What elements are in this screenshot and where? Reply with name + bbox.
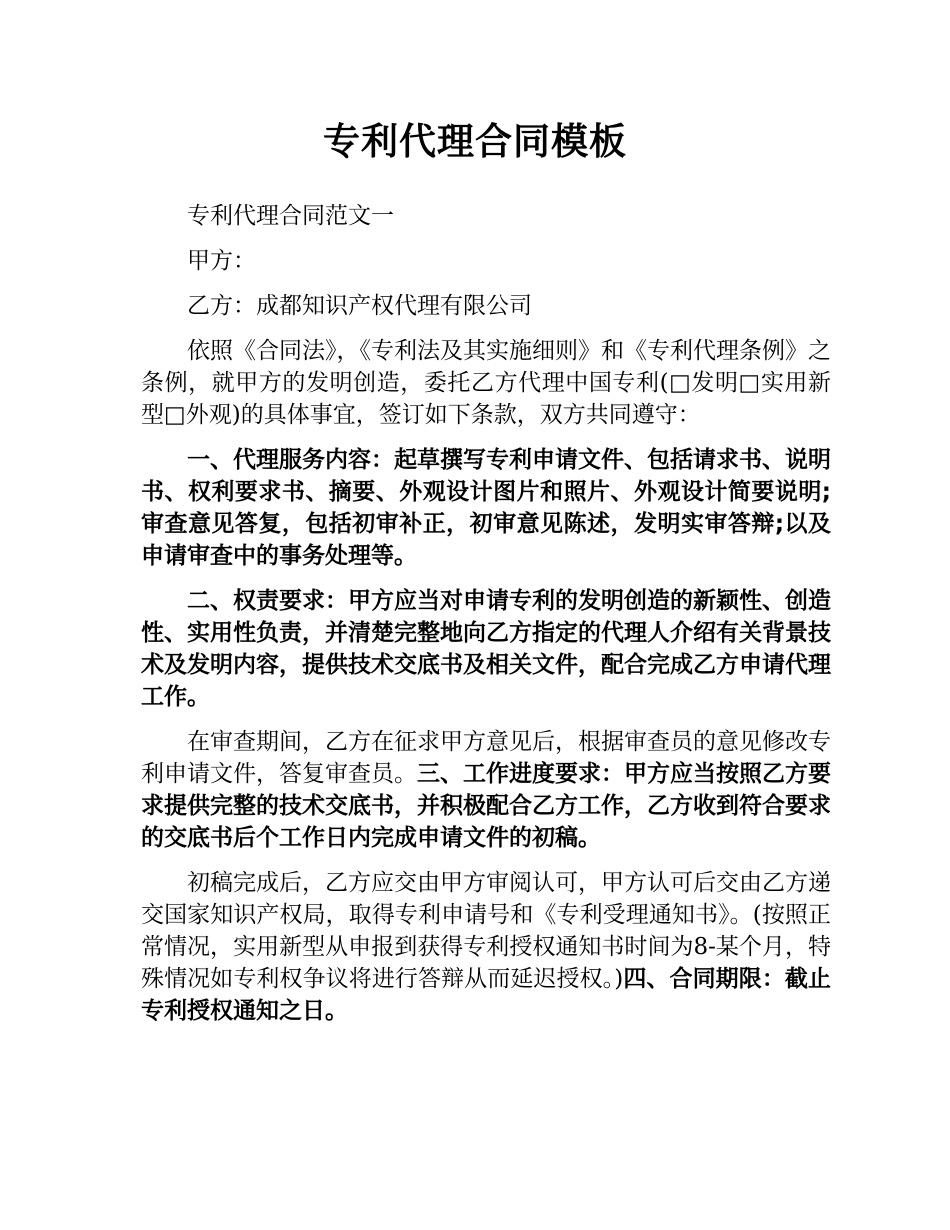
paragraph-examination-period [141,726,831,854]
paragraph-template-name: 专利代理合同范文一 [187,203,394,229]
draft-completion-text: 初稿完成后，乙方应交由甲方审阅认可，甲方认可后交由乙方递交国家知识产权局，取得专利申请号和《专利受理通知书》。(按照正常情况，实用新型从申报到获得专利授权通知书时间为8-某个月，特殊情况如专利权争议将进行答辩从而延迟授权。) [141,870,831,992]
document-title: 专利代理合同模板 [323,120,627,163]
paragraph-draft-completion [141,867,831,1027]
paragraph-clause-service-content: 一、代理服务内容：起草撰写专利申请文件、包括请求书、说明书、权利要求书、摘要、外观设计图片和照片、外观设计简要说明;审查意见答复，包括初审补正，初审意见陈述，发明实审答辩;以及申请审查中的事务处理等。 [141,447,831,569]
examination-text: 在审查期间，乙方在征求甲方意见后，根据审查员的意见修改专利申请文件，答复审查员。 [141,729,831,787]
clause-schedule-text: 三、工作进度要求：甲方应当按照乙方要求提供完整的技术交底书，并积极配合乙方工作，乙方收到符合要求的交底书后个工作日内完成申请文件的初稿。 [141,761,831,851]
paragraph-party-a: 甲方： [187,248,256,274]
paragraph-preamble: 依照《合同法》，《专利法及其实施细则》和《专利代理条例》之条例，就甲方的发明创造，委托乙方代理中国专利(□发明□实用新型□外观)的具体事宜，签订如下条款，双方共同遵守： [141,338,831,428]
paragraph-clause-responsibilities: 二、权责要求：甲方应当对申请专利的发明创造的新颖性、创造性、实用性负责，并清楚完整地向乙方指定的代理人介绍有关背景技术及发明内容，提供技术交底书及相关文件，配合完成乙方申请代理工作。 [141,588,831,710]
clause-term-text: 四、合同期限：截止专利授权通知之日。 [141,966,831,1024]
paragraph-party-b: 乙方：成都知识产权代理有限公司 [187,293,532,319]
document-body [141,200,831,1040]
